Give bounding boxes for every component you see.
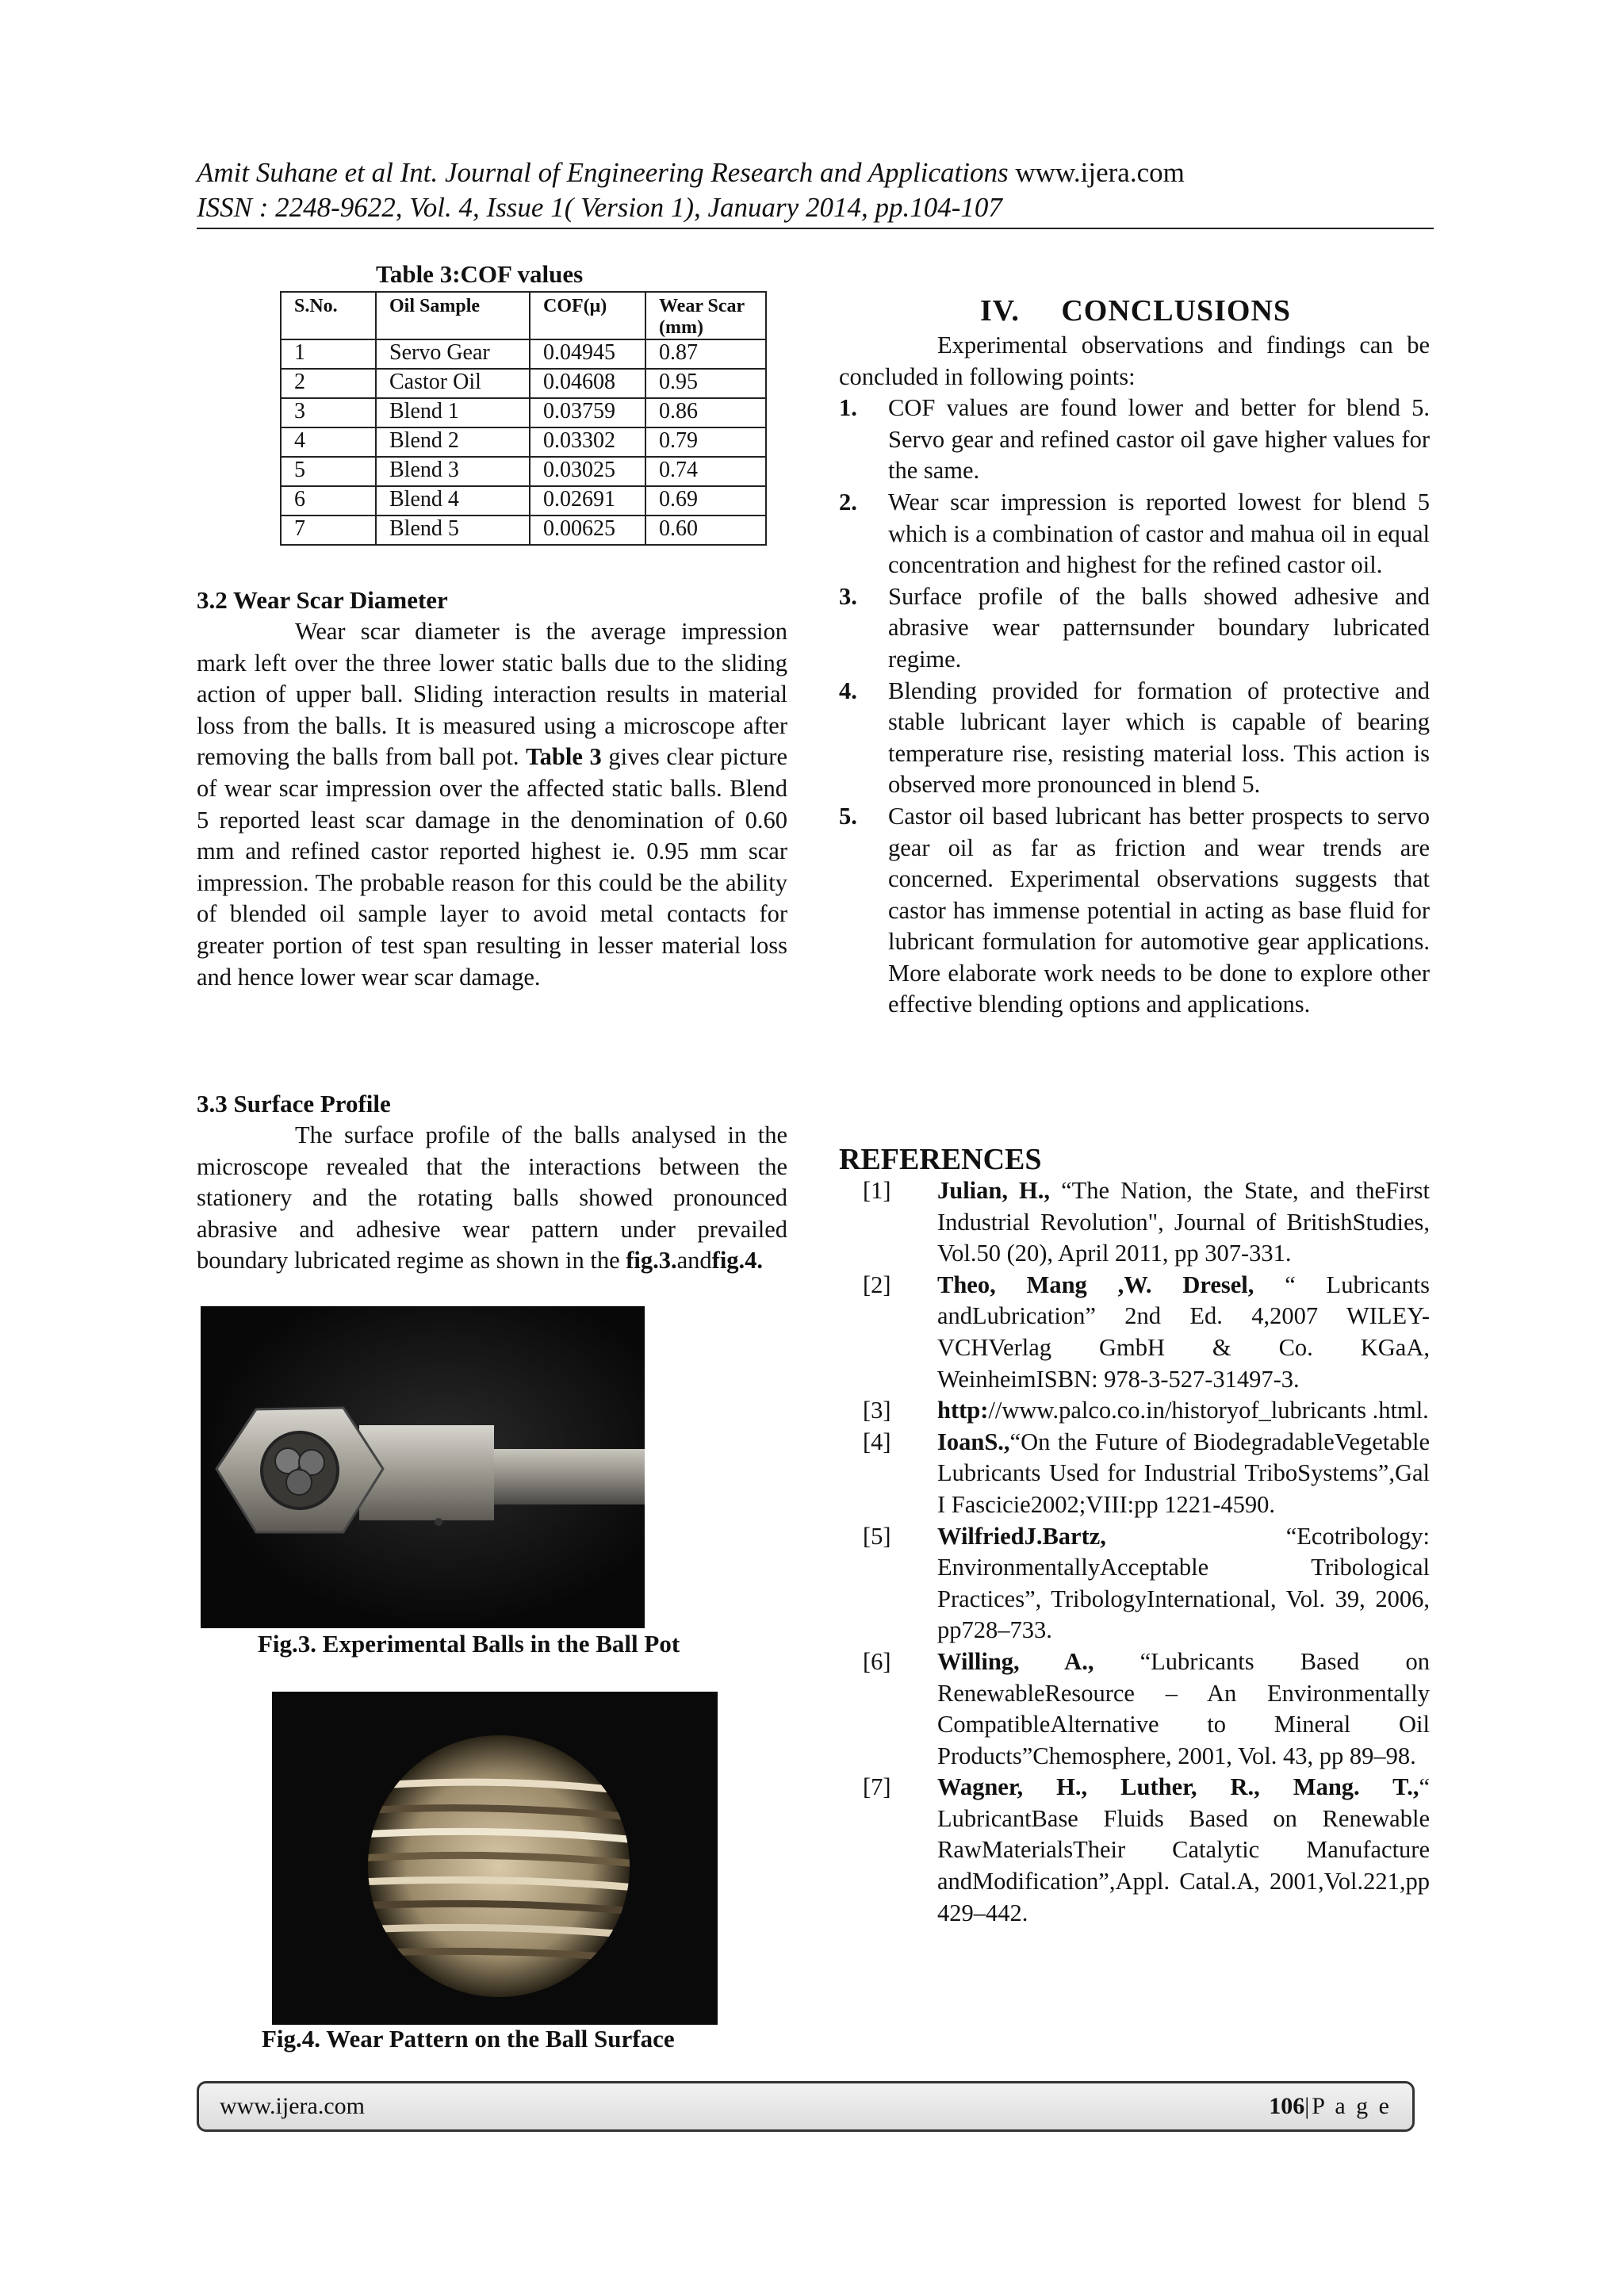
reference-author: Willing, A., — [937, 1647, 1094, 1675]
reference-item — [863, 1175, 1430, 1270]
conclusions-body — [839, 330, 1430, 1021]
table-cell: 0.02691 — [530, 486, 645, 516]
reference-author: Julian, H., — [937, 1177, 1051, 1204]
table-cell: 3 — [281, 398, 376, 427]
header-journal: Amit Suhane et al Int. Journal of Engineering Research and Applications — [197, 157, 1009, 188]
reference-number: [4] — [863, 1428, 891, 1455]
table-row — [281, 398, 766, 427]
table-cell: 0.74 — [645, 457, 766, 486]
table-header-cell: Wear Scar (mm) — [645, 292, 766, 339]
table-cell: Blend 3 — [376, 457, 530, 486]
list-text: Wear scar impression is reported lowest for blend 5 which is a combination of castor and mahua oil in equal concentration and highest for the refined castor oil. — [888, 488, 1430, 579]
list-text: COF values are found lower and better for blend 5. Servo gear and refined castor oil gave higher values for the same. — [888, 394, 1430, 485]
table-cell: 6 — [281, 486, 376, 516]
reference-text: “Lubricants Based on RenewableResource – An Environmentally CompatibleAlternative to Mineral Oil Products”Chemosphere, 2001, Vol. 43, pp 89–98. — [937, 1647, 1430, 1769]
reference-item — [863, 1646, 1430, 1772]
table-cell: Castor Oil — [376, 369, 530, 398]
table-header-row — [281, 292, 766, 339]
list-number: 2. — [839, 488, 857, 516]
page-number — [1269, 2093, 1392, 2120]
table-cell: 0.95 — [645, 369, 766, 398]
section-heading: 3.2 Wear Scar Diameter — [197, 586, 448, 614]
header-url[interactable]: www.ijera.com — [1015, 157, 1185, 188]
table-header-cell: S.No. — [281, 292, 376, 339]
reference-text: “Ecotribology: EnvironmentallyAcceptable Tribological Practices”, TribologyInternational, Vol. 39, 2006, pp728–733. — [937, 1522, 1430, 1644]
wear-pattern-image — [272, 1692, 718, 2025]
table-row — [281, 486, 766, 516]
reference-number: [5] — [863, 1522, 891, 1550]
section-3-3 — [197, 1088, 787, 1277]
reference-item — [863, 1772, 1430, 1929]
reference-text: “ LubricantBase Fluids Based on Renewable RawMaterialsTheir Catalytic Manufacture andModification”,Appl. Catal.A, 2001,Vol.221,pp 429–442. — [937, 1773, 1430, 1926]
table-cell: 0.03302 — [530, 427, 645, 457]
section-paragraph — [197, 1120, 787, 1277]
table-cell: 7 — [281, 516, 376, 545]
heading-text: IV. CONCLUSIONS — [980, 294, 1292, 328]
paragraph-text: The surface profile of the balls analysed in the microscope revealed that the interactions between the stationery and the rotating balls showed pronounced abrasive and adhesive wear pattern under prevailed boundary lubricated regime as shown in the — [197, 1121, 787, 1274]
reference-author: Theo, Mang ,W. Dresel, — [937, 1271, 1254, 1298]
reference-text: “On the Future of BiodegradableVegetable Lubricants Used for Industrial TriboSystems”,Gal I Fascicie2002;VIII:pp 1221-4590. — [937, 1428, 1430, 1518]
table-cell: 0.60 — [645, 516, 766, 545]
page-label: |P a g e — [1304, 2093, 1392, 2119]
list-number: 3. — [839, 582, 857, 610]
paragraph-text: Wear scar diameter is the average impression mark left over the three lower static balls due to the sliding action of upper ball. Sliding interaction results in material loss from the balls. It is measured using a microscope after removing the balls from ball pot. — [197, 618, 787, 771]
reference-item — [863, 1521, 1430, 1646]
references-list — [863, 1175, 1430, 1929]
header-issn: ISSN : 2248-9622, Vol. 4, Issue 1( Version 1), January 2014, pp.104-107 — [197, 192, 1002, 223]
conclusions-list — [839, 393, 1430, 1021]
paragraph-text: and — [676, 1247, 712, 1274]
paragraph-text: gives clear picture of wear scar impression over the affected static balls. Blend 5 reported least scar damage in the denomination of 0.60 mm and refined castor reported highest ie. 0.95 mm scar impression. The probable reason for this could be the ability of blended oil sample layer to avoid metal contacts for greater portion of test span resulting in lesser material loss and hence lower wear scar damage. — [197, 743, 787, 991]
figure-reference: fig.3. — [626, 1247, 677, 1274]
list-number: 4. — [839, 677, 857, 704]
reference-item — [863, 1427, 1430, 1521]
figure-3-caption: Fig.3. Experimental Balls in the Ball Pot — [258, 1630, 680, 1658]
table-cell: 2 — [281, 369, 376, 398]
reference-link[interactable]: //www.palco.co.in/historyof_lubricants .html. — [988, 1397, 1429, 1424]
cof-table — [280, 291, 767, 546]
reference-text: “The Nation, the State, and theFirst Industrial Revolution", Journal of BritishStudies, Vol.50 (20), April 2011, pp 307-331. — [937, 1177, 1430, 1267]
table-header-cell: COF(μ) — [530, 292, 645, 339]
table-cell: Blend 1 — [376, 398, 530, 427]
list-number: 5. — [839, 802, 857, 830]
table-row — [281, 516, 766, 545]
list-text: Castor oil based lubricant has better prospects to servo gear oil as far as friction and wear trends are concerned. Experimental observations suggests that castor has immense potential in acting as base fluid for lubricant formulation for automotive gear applications. More elaborate work needs to be done to explore other effective blending options and applications. — [888, 802, 1430, 1018]
reference-author: WilfriedJ.Bartz, — [937, 1522, 1106, 1550]
table-row — [281, 427, 766, 457]
list-item — [839, 801, 1430, 1021]
running-header — [197, 155, 1434, 225]
reference-number: [7] — [863, 1773, 891, 1801]
page-footer — [197, 2081, 1415, 2132]
footer-url[interactable]: www.ijera.com — [220, 2093, 365, 2119]
list-item — [839, 393, 1430, 487]
reference-number: [2] — [863, 1271, 891, 1298]
ball-pot-image — [201, 1306, 645, 1628]
reference-item — [863, 1395, 1430, 1427]
table-cell: 0.79 — [645, 427, 766, 457]
table-cell: 0.04608 — [530, 369, 645, 398]
table-caption: Table 3:COF values — [376, 260, 584, 288]
table-cell: 0.03759 — [530, 398, 645, 427]
table-cell: 0.03025 — [530, 457, 645, 486]
page-number-value: 106 — [1269, 2093, 1305, 2119]
table-cell: Blend 4 — [376, 486, 530, 516]
table-row — [281, 339, 766, 369]
reference-author: Wagner, H., Luther, R., Mang. T., — [937, 1773, 1419, 1801]
table-cell: Blend 5 — [376, 516, 530, 545]
conclusions-heading — [980, 293, 1291, 328]
table-cell: 1 — [281, 339, 376, 369]
list-item — [839, 676, 1430, 801]
list-number: 1. — [839, 394, 857, 422]
figure-4-photo — [272, 1692, 718, 2025]
table-row — [281, 369, 766, 398]
table-cell: 0.69 — [645, 486, 766, 516]
header-rule — [197, 228, 1434, 229]
reference-number: [1] — [863, 1177, 891, 1204]
reference-author: IoanS., — [937, 1428, 1010, 1455]
table-cell: 4 — [281, 427, 376, 457]
list-item — [839, 487, 1430, 581]
list-text: Blending provided for formation of protective and stable lubricant layer which is capable of bearing temperature rise, resisting material loss. This action is observed more pronounced in blend 5. — [888, 677, 1430, 799]
table-cell: 5 — [281, 457, 376, 486]
table-reference: Table 3 — [526, 743, 602, 771]
table-row — [281, 457, 766, 486]
conclusions-intro: Experimental observations and findings can be concluded in following points: — [839, 332, 1430, 390]
reference-author: http: — [937, 1397, 989, 1424]
section-3-2 — [197, 585, 787, 993]
table-header-cell: Oil Sample — [376, 292, 530, 339]
references-heading: REFERENCES — [839, 1143, 1042, 1176]
reference-text: “ Lubricants andLubrication” 2nd Ed. 4,2007 WILEY-VCHVerlag GmbH & Co. KGaA, WeinheimISBN: 978-3-527-31497-3. — [937, 1271, 1430, 1393]
figure-4-caption: Fig.4. Wear Pattern on the Ball Surface — [262, 2025, 675, 2053]
figure-3-photo — [201, 1306, 645, 1628]
reference-item — [863, 1270, 1430, 1395]
table-cell: Blend 2 — [376, 427, 530, 457]
section-heading: 3.3 Surface Profile — [197, 1090, 391, 1117]
figure-reference: fig.4. — [711, 1247, 764, 1274]
table-cell: 0.04945 — [530, 339, 645, 369]
list-text: Surface profile of the balls showed adhesive and abrasive wear patternsunder boundary lubricated regime. — [888, 582, 1430, 673]
reference-number: [6] — [863, 1647, 891, 1675]
table-cell: 0.86 — [645, 398, 766, 427]
section-paragraph — [197, 616, 787, 993]
table-cell: 0.00625 — [530, 516, 645, 545]
reference-number: [3] — [863, 1397, 891, 1424]
table-cell: 0.87 — [645, 339, 766, 369]
table-cell: Servo Gear — [376, 339, 530, 369]
list-item — [839, 581, 1430, 676]
